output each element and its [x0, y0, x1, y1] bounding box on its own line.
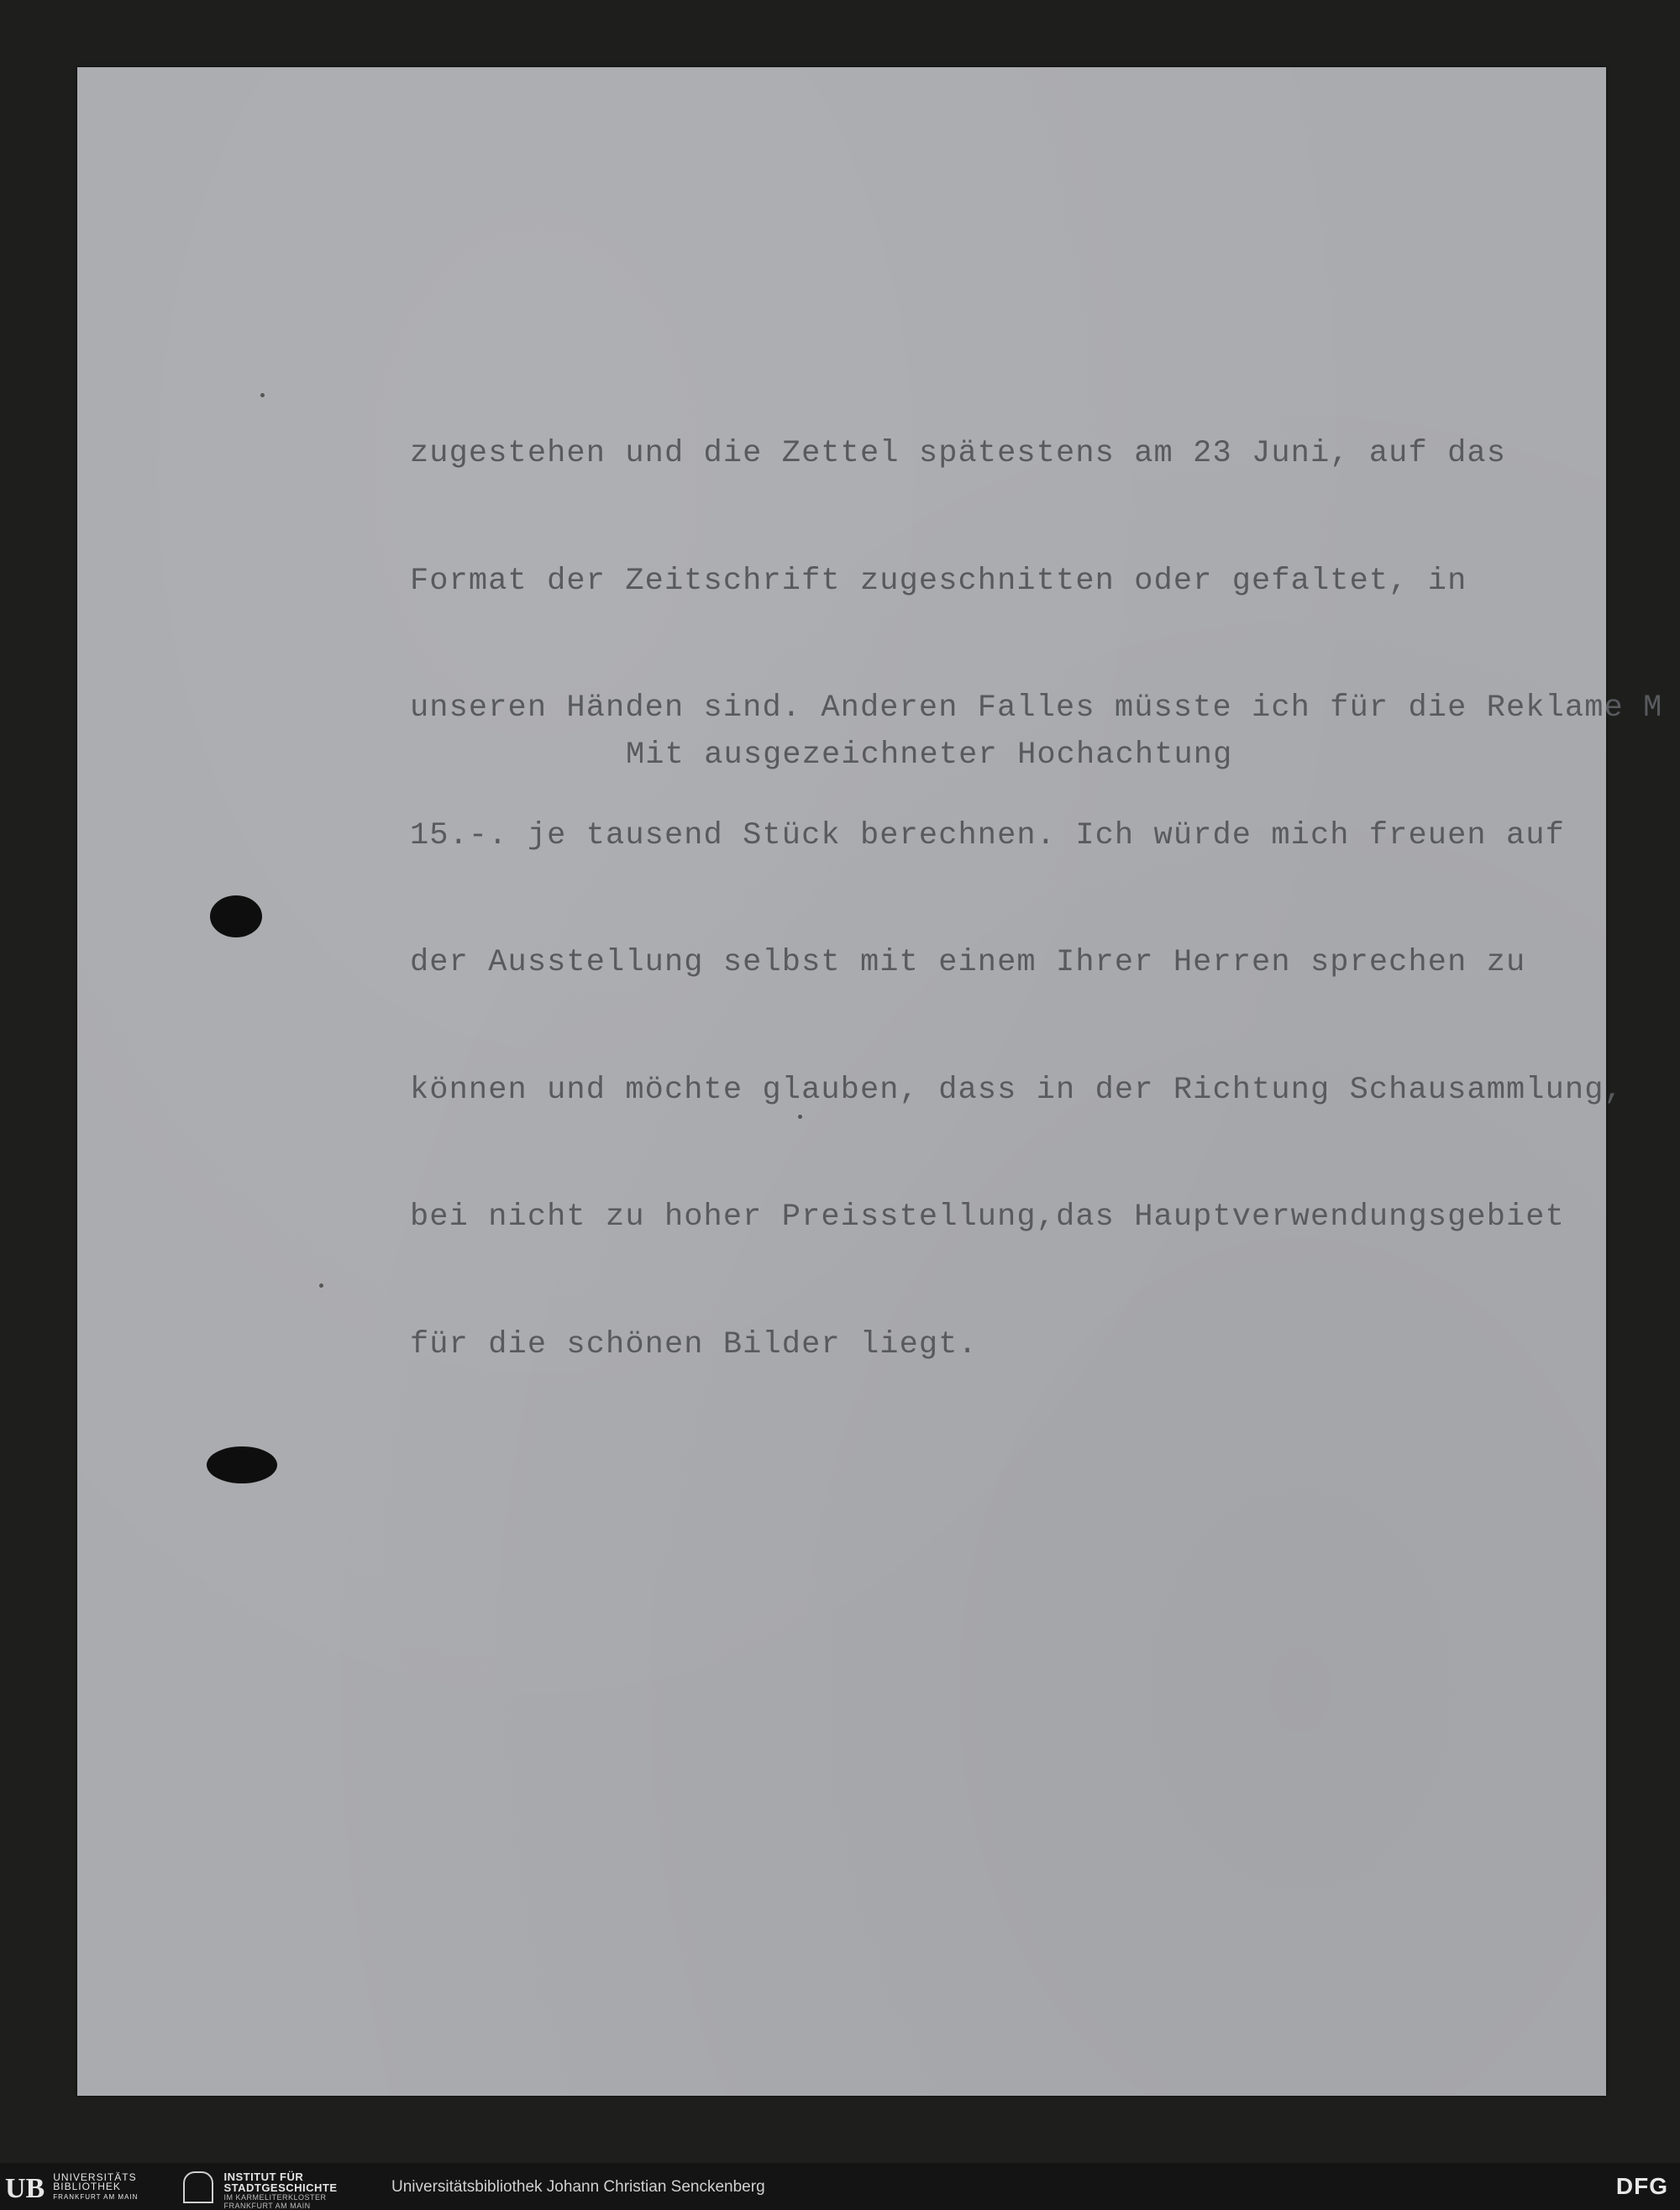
- letter-line: bei nicht zu hoher Preisstellung,das Hauptverwendungsgebiet: [410, 1199, 1565, 1235]
- paper-speck: [319, 1283, 323, 1288]
- isg-logo[interactable]: [183, 2171, 338, 2210]
- paper-speck: [260, 393, 265, 397]
- ub-mark: UB: [5, 2173, 45, 2204]
- library-name: Universitätsbibliothek Johann Christian Senckenberg: [391, 2178, 765, 2196]
- letter-line: unseren Händen sind. Anderen Falles müsste ich für die Reklame M: [410, 690, 1663, 726]
- letter-line: können und möchte glauben, dass in der Richtung Schausammlung,: [410, 1072, 1624, 1108]
- punch-hole-upper: [210, 895, 262, 937]
- ub-line: FRANKFURT AM MAIN: [53, 2193, 139, 2201]
- ub-logo[interactable]: [5, 2173, 138, 2202]
- letter-line: der Ausstellung selbst mit einem Ihrer Herren sprechen zu: [410, 945, 1526, 980]
- isg-line: FRANKFURT AM MAIN: [223, 2202, 311, 2210]
- isg-line: INSTITUT FÜR: [223, 2171, 304, 2183]
- footer-bar: [0, 2163, 1680, 2210]
- ub-line: BIBLIOTHEK: [53, 2181, 121, 2192]
- letter-closing: Mit ausgezeichneter Hochachtung: [626, 738, 1233, 773]
- arch-icon: [183, 2171, 213, 2203]
- ub-line: UNIVERSITÄTS: [53, 2171, 137, 2183]
- punch-hole-lower: [207, 1446, 277, 1483]
- dfg-logo[interactable]: DFG: [1615, 2173, 1668, 2199]
- letter-line: 15.-. je tausend Stück berechnen. Ich würde mich freuen auf: [410, 817, 1565, 853]
- isg-line: IM KARMELITERKLOSTER: [223, 2193, 327, 2202]
- letter-line: Format der Zeitschrift zugeschnitten oder gefaltet, in: [410, 563, 1467, 599]
- isg-logo-text: [223, 2171, 337, 2210]
- letter-line: zugestehen und die Zettel spätestens am 23 Juni, auf das: [410, 436, 1507, 471]
- ub-logo-text: [53, 2173, 138, 2202]
- letter-body: [410, 348, 1663, 1409]
- isg-line: STADTGESCHICHTE: [223, 2181, 338, 2194]
- letter-line: für die schönen Bilder liegt.: [410, 1326, 978, 1362]
